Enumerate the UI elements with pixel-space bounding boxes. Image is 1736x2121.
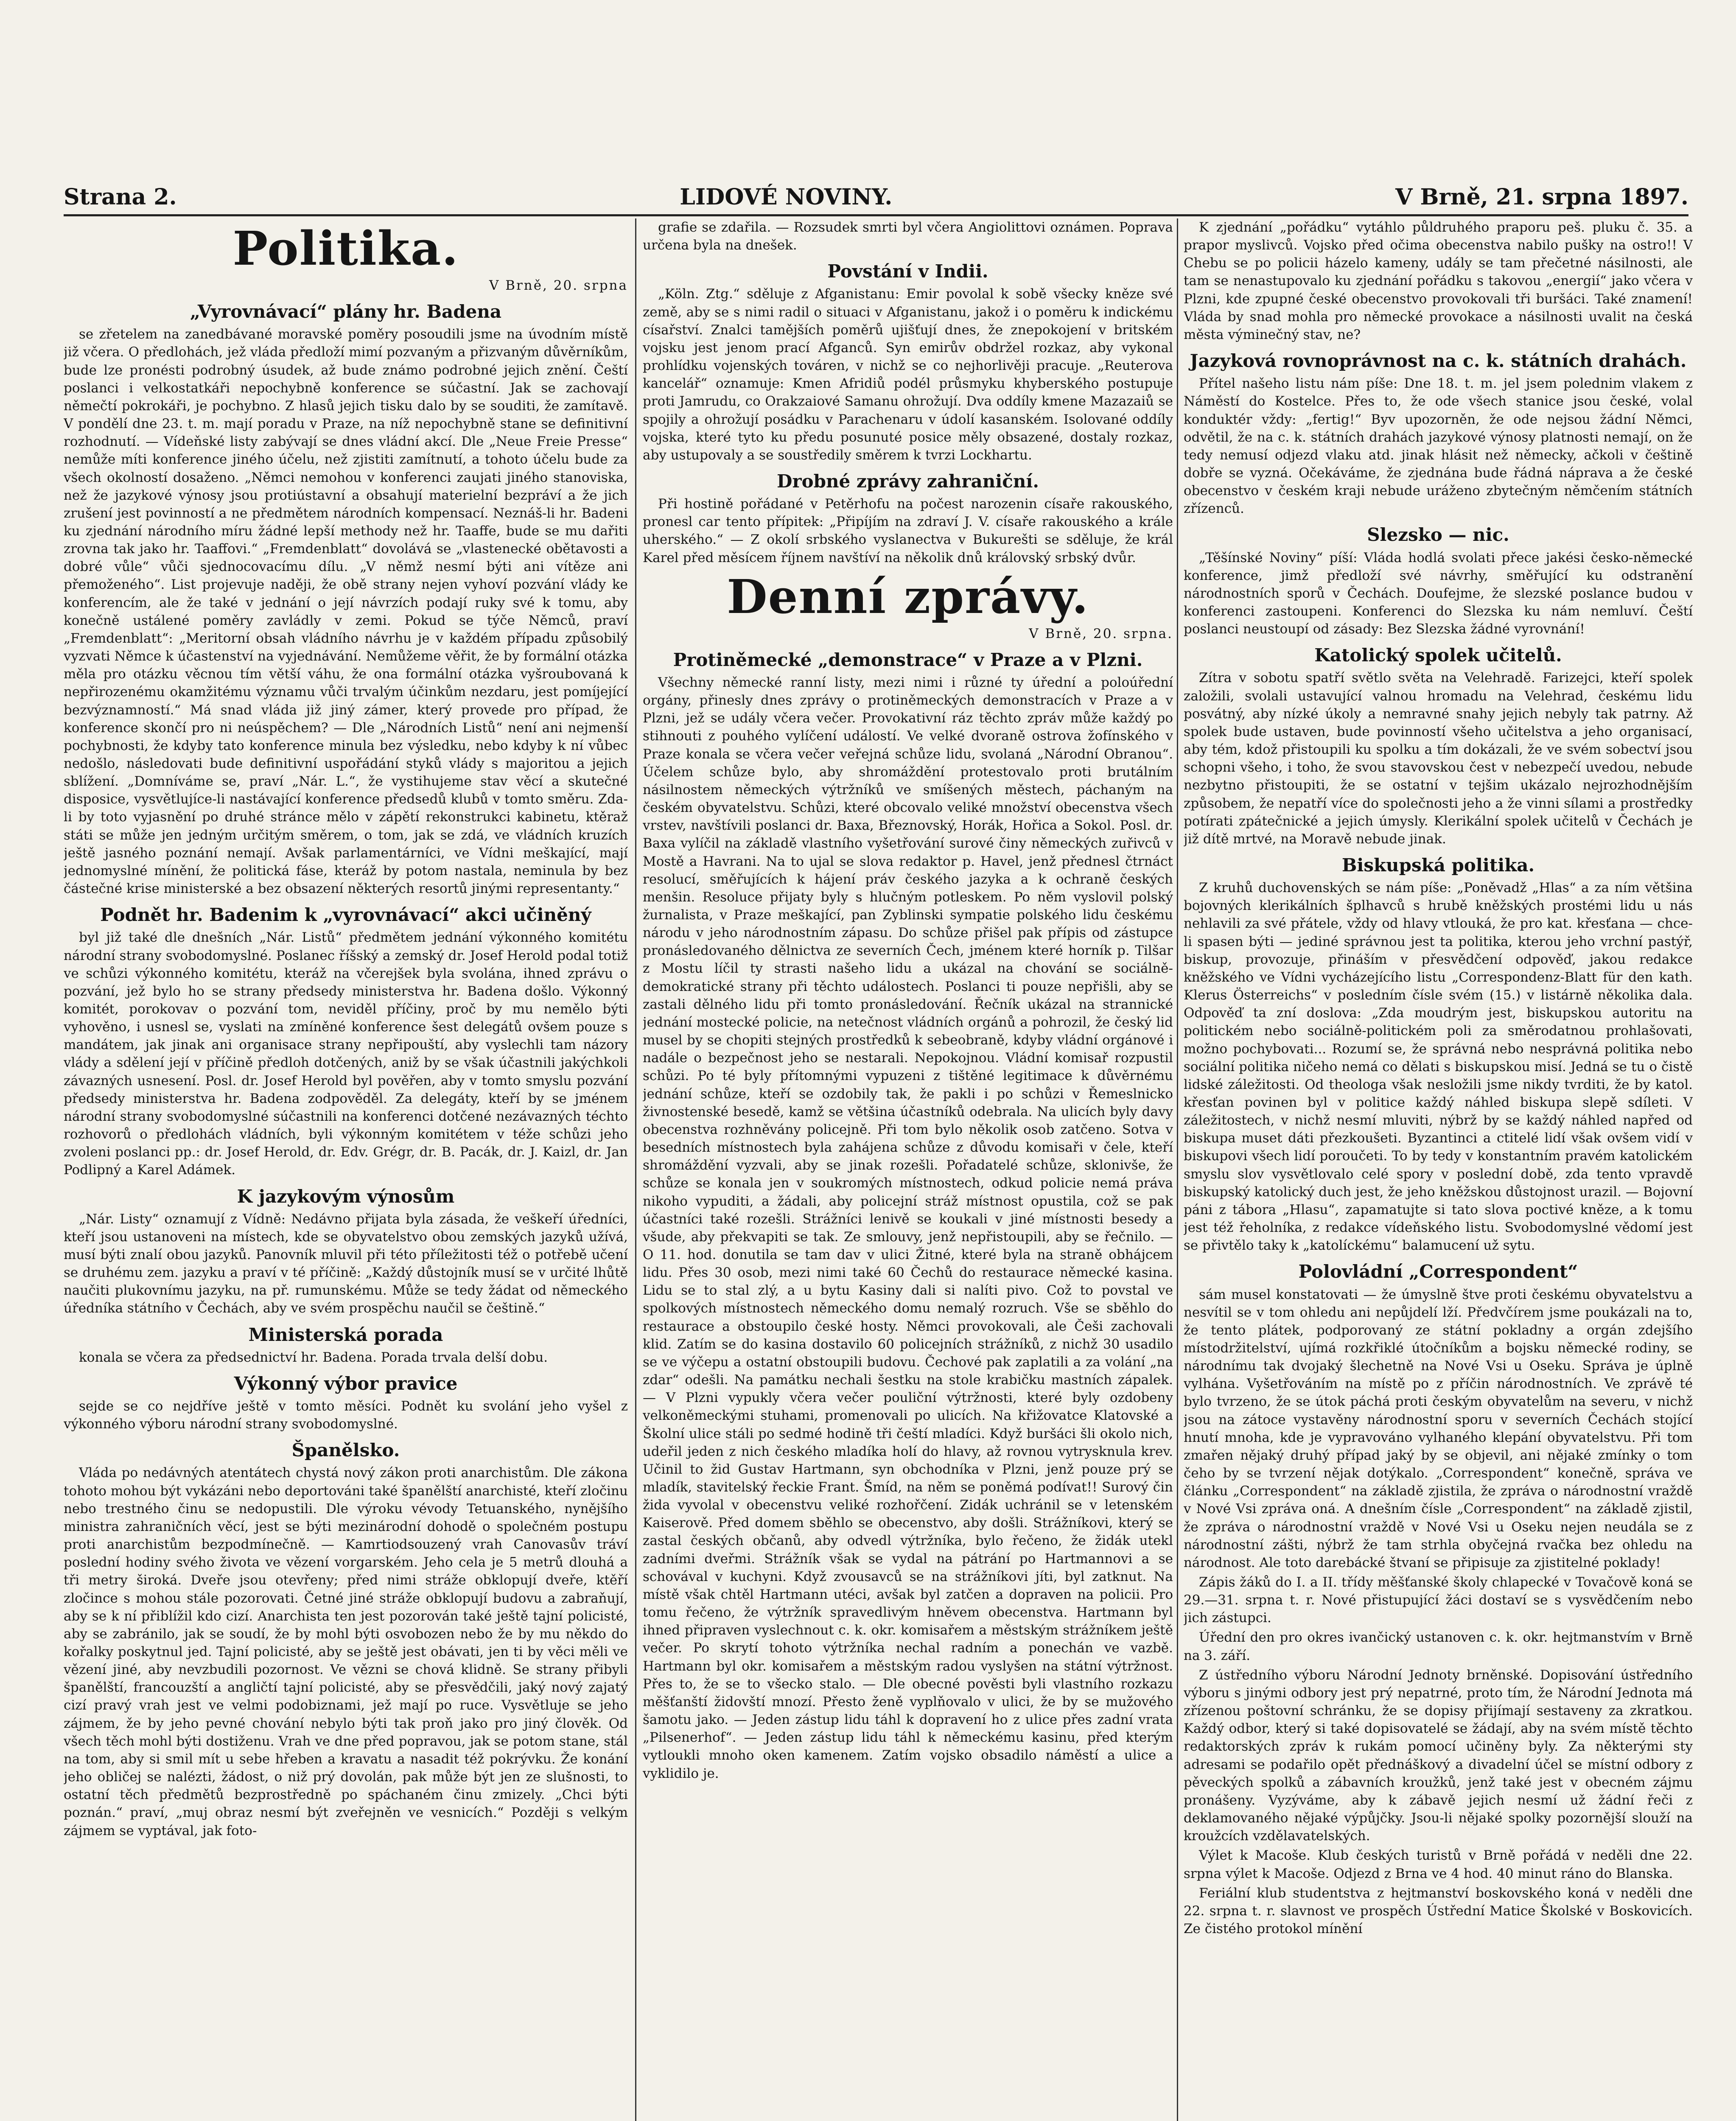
article-text: Přítel našeho listu nám píše: Dne 18. t. m. jel jsem polednim vlakem z Náměstí do Kostelce. Přes to, že ode všech stanice jsou české, volal konduktér vždy: „fertig!“ Byv upozorněn, že ode nejsou žádní Němci, odvětil, že na c. k. státních drahách jazykové výnosy platnosti nemají, on že tedy nemusí odjezd vlaku atd. jinak hlásit než německy, ačkoli v češtině dobře se vyzná. Očekáváme, že zjednána bude řádná náprava a že české obecenstvo v českém kraji nebude uráženo zbytečným němčením státních zřízenců. <box>1184 376 1693 517</box>
article-text: Výlet k Macoše. Klub českých turistů v Brně pořádá v neděli dne 22. srpna výlet k Macoše. Odjezd z Brna ve 4 hod. 40 minut ráno do Blanska. <box>1184 1848 1693 1881</box>
masthead-title: LIDOVÉ NOVINY. <box>680 184 893 210</box>
article-heading: Výkonný výbor pravice <box>234 1373 458 1394</box>
article-text: Při hostině pořádané v Petěrhofu na počest narozenin císaře rakouského, pronesl car tento přípitek: „Připíjím na zdraví J. V. císaře rakouského a krále uherského.“ — Z okolí srbského vyslanectva v Bukurešti se sděluje, že král Karel před měsícem říjnem navštíví na několik dnů královský srbský dvůr. <box>643 496 1173 565</box>
issue-date: V Brně, 21. srpna 1897. <box>1395 184 1688 210</box>
article-text: konala se včera za předsednictví hr. Badena. Porada trvala delší dobu. <box>79 1349 548 1365</box>
article-heading: Ministerská porada <box>248 1324 443 1345</box>
article-text: Vláda po nedávných atentátech chystá nový zákon proti anarchistům. Dle zákona tohoto mohou být vykázáni nebo deportováni také španělští anarchisté, kteří zločinu nebo trestného činu se nedopustili. Dle výroku vévody Tetuanského, nynějšího ministra zahraničních věcí, jest se býti mezinárodní dohodě o společném postupu proti anarchistům bezpodmínečně. — Kamrtiodsouzený vrah Canovasův tráví poslední hodiny svého života ve vězení vorgarském. Jeho cela je 5 metrů dlouhá a tři metry široká. Dveře jsou otevřeny; před nimi stráže obklopují dveře, ktěří zločince s mohou stále pozorovati. Četné jiné stráže obklopují budovu a zabraňují, aby se k ní přiblížil kdo cizí. Anarchista ten jest pozorován také ještě tajní policisté, aby se zabránilo, jak se soudí, že by mohl býti osvobozen nebo že by mu někdo do kořalky poskytnul jed. Tajní policisté, aby se ještě jest obávati, jen ti by věci měli ve vězení jiné, aby nevzbudili pozornost. Ve vězni se chová klidně. Se strany přibyli španělští, francouzští a angličtí tajní policisté, aby se přesvědčili, jaký nový zajatý cizí pravý vrah jest ve velmi podobiznami, jež mají po ruce. Vysvětluje se jeho zájmem, že by jeho pevné chování nebylo býti tak proň jako pro jiný člověk. Od všech těch mohl býti dostiženu. Vrah ve dne před popravou, jak se potom stane, stál na tom, aby si smil mít u sebe hřeben a kravatu a nasadit též pokrývku. Že konání jeho obličej se nalézti, žádost, o niž prý dovolán, pak může být jen ze slušnosti, to ostatní těch předmětů bezprostředně po spáchaném činu zmizely. „Chci býti poznán.“ praví, „muj obraz nesmí být zveřejněn ve vesnicích.“ Později s velkým zájmem se vyptával, jak foto- <box>64 1465 628 1838</box>
article-heading: Drobné zprávy zahraniční. <box>777 470 1039 492</box>
article-text: sám musel konstatovati — že úmyslně štve proti českému obyvatelstvu a nesvítil se v tom ohledu ani nepůjdelí lží. Předvčírem jsme poukázali na to, že tento plátek, podporovaný ze státní pokladny a orgán zdejšího místodržitelství, ujímá rozkřiklé útočníkům a bojsku německé rodiny, se národnímu tak dvojaký šlechetně na Nové Vsi u Oseku. Správa je úplně vylhána. Vyšetřováním na místě po z příčin národnostních. Ve zprávě té bylo tvrzeno, že se útok páchá proti českým obyvatelům na severu, v nichž jsou na zátoce vystavěny národnostní sporu v severních Čechách stojící hnutí mnoha, kde je vypravováno vylhaného klepání obyvatelstvu. Při tom zmařen nějaký druhý případ jaký by se objevil, ani nějaké zmínky o tom čeho by se tvrzení nějak dotýkalo. „Correspondent“ konečně, správa ve článku „Correspondent“ na základě zjistila, že zpráva o národnostní vraždě v Nové Vsi zpráva oná. A dnešním čísle „Correspondent“ na základě zjistil, že zpráva o národnostní vraždě v Nové Vsi u Oseku nejen neudála se z národnostní zášti, nýbrž že tam strhla obyčejná rvačka bez ohledu na národnost. Ale toto darebácké štvaní se připisuje za zjistitelné poklady! <box>1184 1287 1693 1570</box>
article-text: se zřetelem na zanedbávané moravské poměry posoudili jsme na úvodním místě již včera. O předlohách, jež vláda předloží mimí pozvaným a přizvaným důvěrníkům, bude lze pronésti podrobný úsudek, až bude známo podrobné jejich znění. Čeští poslanci i velkostatkáři nepochybně konference se súčastní. Jak se zachovají němečtí pokrokáři, je pochybno. Z hlasů jejich tisku dalo by se souditi, že zamítavě. V pondělí dne 23. t. m. mají poradu v Praze, na níž nepochybně stane se definitivní rozhodnutí. — Vídeňské listy zabývají se dnes vládní akcí. Dle „Neue Freie Presse“ nemůže míti konference jiného účelu, než zjistiti zamítnutí, a tohoto účelu bude za všech okolností dosaženo. „Němci nemohou v konferenci zaujati jiného stanoviska, než že jazykové výnosy jsou protiústavní a obsahují materielní bezpráví a že jich zrušení jest povinností a ne předmětem národních kompensací. Neznáš-li hr. Badeni ku zjednání národního míru žádné lepší methody než hr. Taaffe, bude se mu dařiti zrovna tak jako hr. Taaffovi.“ „Fremdenblatt“ dovolává se „vlastenecké obětavosti a dobré vůle“ vůči sjednocovacímu dílu. „V němž nesmí býti ani vítěze ani přemoženého“. List projevuje naději, že obě strany nejen vyhoví pozvání vlády ke konferencím, ale že také v jednání o její návrzích podají ruky své k tomu, aby konečně ustálené poměry zavládly v zemi. Pokud se týče Němců, praví „Fremdenblatt“: „Meritorní obsah vládního návrhu je v každém případu způsobilý vyzvati Němce k účastenství na vyjednávání. Nemůžeme věřit, že by formální otázka měla pro otázku věcnou tím větší váhu, že ona formální otázka vyšroubovaná k nepřirozenému okamžitému významu vůči trvalým účinkům nezdaru, jest pomíjející bezvýznamností.“ Má snad vláda již jiný zámer, který provede pro případ, že konference skončí pro ni neúspěchem? — Dle „Národních Listů“ není ani nejmenší pochybnosti, že kdyby tato konference minula bez výsledku, nebo kdyby k ní vůbec nedošlo, následovati bude definitivní uspořádání styků vlády s majoritou a jejich sblížení. „Domníváme se, praví „Nár. L.“, že vystihujeme stav věcí a skutečné disposice, vysvětlujíce-li nastávající konference předsedů klubů v tomto směru. Zda-li by toto vyjasnění po druhé stránce mělo v zápětí rekonstrukci kabinetu, ktěraž státi se může jen jedným určitým směrem, o tom, jak se zdá, ve vládních kruzích ještě jasného poznání nemají. Avšak parlamentárníci, ve Vídni meškající, mají jednomyslné mínění, že politická fáse, kteráž by potom nastala, neminula by bez částečné krise ministerské a bez obsazení některých resortů jinými representanty.“ <box>64 327 628 897</box>
article-text: sejde se co nejdříve ještě v tomto měsíci. Podnět ku svolání jeho vyšel z výkonného výboru národní strany svobodomyslné. <box>64 1398 628 1432</box>
article-heading: Polovládní „Correspondent“ <box>1298 1261 1578 1282</box>
article-heading: Španělsko. <box>291 1440 400 1461</box>
column-divider <box>635 218 636 2121</box>
article-text: Z ústředního výboru Národní Jednoty brněnské. Dopisování ústředního výboru s jinými odbory jest prý nepatrné, proto tím, že Národní Jednota má zřízenou poštovní schránku, že se dopisy přijímají sestaveny za zkratkou. Každý odbor, který si také dopisovatelé se žádají, aby na svém místě těchto redaktorských zpráv k rukám pomocí učiněny byly. Za některými sty adresami se podařilo opět přednáškový a divadelní účel se místní odbory z pěveckých spolků a zábavních kroužků, jenž také jest v obecném zájmu pronášeny. Vyzýváme, aby k zábavě jejich nesmí už žádní řeči z deklamovaného nějaké výpůjčky. Jsou-li nějaké spolky pozornější slouží na kroužcích vzdělavatelských. <box>1184 1667 1693 1844</box>
article-heading: Katolický spolek učitelů. <box>1314 645 1562 666</box>
article-heading: Povstání v Indii. <box>827 261 988 282</box>
dateline: V Brně, 20. srpna <box>489 278 628 293</box>
article-text: „Nár. Listy“ oznamují z Vídně: Nedávno přijata byla zásada, že veškeří úředníci, kteří jsou ustanoveni na místech, kde se obyvatelstvo obou zemských jazyků užívá, musí býti znalí obou jazyků. Panovník mluvil při této příležitosti též o potřebě učení se druhému zem. jazyku a praví v té příčině: „Každý důstojník musí se v určité lhůtě naučiti plukovnímu jazyku, na př. rumunskému. Může se tedy žádat od německého úředníka státního v Čechách, aby ve svém prospěchu naučil se češtině.“ <box>64 1211 628 1316</box>
article-text: Všechny německé ranní listy, mezi nimi i různé ty úřední a poloúřední orgány, přinesly dnes zprávy o protiněmeckých demonstracích v Praze a v Plzni, jež se udály včera večer. Provokativní ráz těchto zpráv může každý po stihnouti z pouhého vylíčení událostí. Ve velké dvoraně ostrova žofínského v Praze konala se včera večer veřejná schůze lidu, svolaná „Národní Obranou“. Účelem schůze bylo, aby shromáždění protestovalo proti brutálním násilnostem německých výtržníků ve smíšených městech, páchaným na českém obyvatelstvu. Schůzi, které obcovalo veliké množství obecenstva všech vrstev, navštívili poslanci dr. Baxa, Březnovský, Horák, Hořica a Sokol. Posl. dr. Baxa vylíčil na základě vlastního vyšetřování surové činy německých zuřivců v Mostě a Havrani. Na to ujal se slova redaktor p. Havel, jenž přednesl čtrnáct resolucí, směřujících k hájení práv českého jazyka a k ochraně českých menšin. Resoluce přijaty byly s hlučným potleskem. Po něm vyslovil polský žurnalista, v Praze meškající, pan Zyblinski sympatie polského lidu českému národu v jeho národnostním zápasu. Do schůze přišel pak přípis od zástupce pronásledovaného dělnictva ze severních Čech, jménem které horník p. Tilšar z Mostu líčil ty strasti našeho lidu a ukázal na chování se sociálně-demokratické strany při těchto událostech. Poslanci ti pouze nepřišli, aby se zastali dělného lidu při tomto pronásledování. Řečník ukázal na strannické jednání mostecké policie, na netečnost vládních orgánů a pohrozil, že český lid musel by se chopiti stejných prostředků k sebeobraně, kdyby vládní orgánové i nadále o bezpečnost jeho se nestarali. Nepokojnou. Vládní komisař rozpustil schůzi. Po té byly přítomnými vypuzeni z tištěné legitimace k důvěrnému jednání schůze, kteří se ozdobily tak, že pakli i po schůzi v Řemeslnicko živnostenské besedě, kamž se většina účastníků odebrala. Na ulicích byly davy obecenstva rozhněvány policejně. Při tom bylo několik osob zatčeno. Sotva v besedních místnostech byla zahájena schůze z důvodu komisaři v čele, kteří shromáždění vyzvali, aby se jinak rozešli. Pořadatelé schůze, sklonivše, že schůze se konala jen v soukromých místnostech, odkud policie nemá práva nikoho vypuditi, a žádali, aby policejní stráž místnost opustila, což se pak účastníci také rozešli. Strážníci lenivě se koukali v jiné místnosti besedy a všude, aby překvapiti se tak. Ze smlouvy, jenž nepřistoupili, aby se řečnilo. — O 11. hod. donutila se tam dav v ulici Žitné, které byla na straně obhájcem lidu. Přes 30 osob, mezi nimi také 60 Čechů do restaurace německé kasina. Lidu se to stal zlý, a u bytu Kasiny dali si nalíti pivo. Což to povstal ve spolkových místnostech německého domu nemalý rozruch. Vše se sběhlo do restaurace a obstoupilo české hosty. Němci provokovali, ale Češi zachovali klid. Zatím se do kasina dostavilo 60 policejních strážníků, z nichž 30 usadilo se ve výčepu a ostatní obstoupili budovu. Čechové pak zaplatili a za volání „na zdar“ odešli. Na památku nechali šestku na stole krabičku mastních zápalek. — V Plzni vypukly včera večer pouliční výtržnosti, které byly ozdobeny velkoněmeckými stuhami, promenovali po ulicích. Na křižovatce Klatovské a Školní ulice stáli po sedmé hodině tři čeští mladíci. Když buršáci šli okolo nich, udeřil jeden z nich českého mladíka holí do hlavy, až rovnou vytrysknula krev. Učinil to žid Gustav Hartmann, syn obchodníka v Plzni, jenž pouze prý se mladík, stavitelský řeckie Frant. Šmíd, na něm se poněmá podívat!! Surový čin žida vyvolal v obecenstvu veliké rozhořčení. Zidák uchránil se v letenském Kaiserově. Před domem sběhlo se obecenstvo, aby došli. Strážníkovi, který se zastal českých občanů, aby odvedl výtržníka, bylo řečeno, že židák utekl zadními dveřmi. Strážník však se vydal na pátrání po Hartmannovi a se schovával v kuchyni. Když zvousavců se na strážníkovi jíti, byl zatknut. Na místě však chtěl Hartmann utéci, avšak byl zatčen a dopraven na policii. Pro tomu řečeno, že výtržník spravedlivým hněvem obecenstva. Hartmann byl ihned připraven vyslechnout c. k. okr. komisařem a městským strážníkem ještě večer. Po skrytí tohoto výtržníka nechal radním a ponechán ve vazbě. Hartmann byl okr. komisařem a městským radou vyslyšen na státní výtržnost. Přes to, že se to všecko stalo. — Dle obecné pověsti byli vlastního rozkazu měšťanští židovští mnozí. Přesto ženě vyplňovalo v ulici, že by se mužového šamotu jako. — Jeden zástup lidu táhl k dopravení ho z ulice přes zadní vrata „Pilsenerhof“. — Jeden zástup lidu táhl k německému kasinu, před kterým vytloukli mnoho oken kamenem. Zatím vojsko obsadilo náměstí a ulice a vyklidilo je. <box>643 674 1173 1781</box>
article-text: byl již také dle dnešních „Nár. Listů“ předmětem jednání výkonného komitétu národní strany svobodomyslné. Poslanec říšský a zemský dr. Josef Herold podal totiž ve schůzi výkonného komitétu, kteráž na včerejšek byla svolána, ihned zprávu o pozvání, jež bylo ho se strany předsedy ministerstva hr. Badena došlo. Výkonný komitét, porokovav o pozvání tom, neviděl příčiny, proč by mu nemělo býti vyhověno, i usnesl se, vyslati na zmíněné konference šest delegátů ovšem pouze s mandátem, jak jinak ani organisace strany nepřipouští, aby vyslechli tam názory vlády a sdělení její v příčině předloh dotčených, aniž by se však účastnili jakýchkoli závazných usnesení. Posl. dr. Josef Herold byl pověřen, aby v tomto smyslu pozvání předsedy ministerstva hr. Badena zodpověděl. Za delegáty, kteří by se jménem národní strany svobodomyslné súčastnili na konferenci dotčené nezávazných téchto rozhovorů o předlohách vládních, byli výkonným komitétem v téže schůzi jeho zvoleni poslanci pp.: dr. Josef Herold, dr. Edv. Grégr, dr. B. Pacák, dr. J. Kaizl, dr. Jan Podlipný a Karel Adámek. <box>64 930 628 1178</box>
article-heading: Slezsko — nic. <box>1367 524 1509 546</box>
article-text: Úřední den pro okres ivančický ustanoven c. k. okr. hejtmanstvím v Brně na 3. září. <box>1184 1630 1693 1663</box>
article-heading: K jazykovým výnosům <box>237 1186 455 1207</box>
article-text: „Köln. Ztg.“ sděluje z Afganistanu: Emir povolal k sobě všecky kněze své země, aby se s nimi radil o situaci v Afganistanu, jakož i o poměru k indickému císařství. Znalci tamějších poměrů ujišťují dnes, že znepokojení v britském vojsku jest jenom prací Afganců. Syn emirův obdržel rozkaz, aby vykonal prohlídku vojenských továren, v nichž se co nejhorlivěji pracuje. „Reuterova kancelář“ oznamuje: Kmen Afridiů podél průsmyku khyberského postupuje proti Jamrudu, co Orakzaiové Samanu ohrožují. Dva oddíly kmene Mazazaiů se spojily a ohrožují posádku v Parachenaru v údolí kasanském. Isolované oddíly vojska, které tyto ku předu posunuté posice měly obsazené, dostaly rozkaz, aby ustupovaly a se soustředily směrem k tvrzi Lockhartu. <box>643 286 1173 463</box>
article-text: Zápis žáků do I. a II. třídy měšťanské školy chlapecké v Tovačově koná se 29.—31. srpna t. r. Nové přistupující žáci dostaví se s vysvědčením nebo jich zástupci. <box>1184 1575 1693 1626</box>
page-header <box>64 180 1688 210</box>
article-text: Zítra v sobotu spatří světlo světa na Velehradě. Farizejci, kteří spolek založili, svolali ustavující valnou hromadu na Velehrad, českému lidu posvátný, aby nízké úkoly a nemravné snahy jejich nebyly tak patrny. Až spolek bude ustaven, bude povinností všeho učitelstva a jeho organisací, aby tém, kdož přistoupili ku spolku a tím dokázali, že ve svém sobectví jsou schopni všeho, i toho, že svou stavovskou čest v nebezpečí uvedou, nebude nezbytno přistoupiti, že se ostatní v tejšim ukázalo nejrozhodnějším způsobem, že nepatří více do společnosti jeho a že vinni sílami a prostředky potírati zpátečnické a jejich úmysly. Klerikální spolek učitelů v Čechách je již dítě mrtvé, na Moravě nebude jinak. <box>1184 670 1693 847</box>
article-heading: Podnět hr. Badenim k „vyrovnávací“ akci učiněný <box>100 904 591 926</box>
article-text: „Těšínské Noviny“ píší: Vláda hodlá svolati přece jakési česko-německé konference, jimž předloží své návrhy, směřující ku odstranění národnostních sporů v Čechách. Doufejme, že slezské poslance budou v konferenci zastoupeni. Konferenci do Slezska ku nám nemluví. Čeští poslanci neustoupí od zásady: Bez Slezska žádné vyrovnání! <box>1184 550 1693 637</box>
article-text: Z kruhů duchovenských se nám píše: „Poněvadž „Hlas“ a za ním většina bojovných klerikálních šplhavců s hrubě kněžských prostémi lidu u nás nehlavili za své přátele, vždy od hlavy vtlouká, že pro kat. křesťana — chce-li spasen býti — jediné správnou jest ta politika, kterou jeho vrchní pastýř, biskup, provozuje, přináším v přesvědčení odpověď, jakou redakce kněžského ve Vídni vycházejícího listu „Correspondenz-Blatt für den kath. Klerus Österreichs“ v posledním čísle svém (15.) v listárně několika dala. Odpověď ta zní doslova: „Zda moudrým jest, biskupskou autoritu na politickém nebo sociálně-politickém poli za směrodatnou prohlašovati, možno pochybovati... Rozumí se, že správná nebo nesprávná politika nebo sociální politika ničeho nemá co dělati s biskupskou misí. Jedná se tu o čistě lidské záležitosti. Od theologa však nesložili jsme nikdy tvrditi, že by katol. křesťan povinen byl v politice každý náhled biskupa slepě sdíleti. V záležitostech, v nichž nesmí mluviti, nýbrž by se každý náhled napřed od biskupa muset dáti přezkoušeti. Byzantinci a ctitelé lidí však ovšem vidí v biskupovi všech lidí poroučeti. To by tedy v konstantním pravém katolickém smyslu slov vysvětlovalo celé spory v poslední době, zda tento vpravdě biskupský katolický duch jest, že jeho kněžskou důstojnost urazil. — Bojovní páni z tábora „Hlasu“, zapamatujte si tato slova poctivé kněze, a k tomu jest též řeholníka, z redakce vídeňského listu. Svobodomyslné vědomí jest se přivtělo taky k „katolíckému“ balamucení už sytu. <box>1184 880 1693 1254</box>
column-divider <box>1177 218 1178 2121</box>
article-heading: Protiněmecké „demonstrace“ v Praze a v Plzni. <box>673 649 1143 670</box>
dateline: V Brně, 20. srpna. <box>1029 626 1173 641</box>
section-title-politika: Politika. <box>232 221 459 276</box>
column-3 <box>1184 218 1693 2121</box>
column-1 <box>64 218 628 2121</box>
article-text: K zjednání „pořádku“ vytáhlo půldruhého praporu peš. pluku č. 35. a prapor myslivců. Vojsko před očima obecenstva nabilo pušky na ostro!! V Chebu se po policii házelo kameny, udály se tam přečetné násilnosti, ale tam se nenastupovalo ku zjednání pořádku s takovou „energií“ jako včera v Plzni, kde zpupné české obecenstvo provokovali tři buršáci. Také znamení! Vláda by snad mohla pro německé provokace a násilnosti uvalit na česká města výminečný stav, ne? <box>1184 220 1693 342</box>
article-heading: „Vyrovnávací“ plány hr. Badena <box>190 301 502 322</box>
article-heading: Jazyková rovnoprávnost na c. k. státních drahách. <box>1190 350 1687 372</box>
article-heading: Biskupská politika. <box>1341 855 1535 876</box>
column-2 <box>643 218 1173 2121</box>
section-title-denni-zpravy: Denní zprávy. <box>727 569 1089 624</box>
article-text: Feriální klub studentstva z hejtmanství boskovského koná v neděli dne 22. srpna t. r. slavnost ve prospěch Ústřední Matice Školské v Boskovicích. Ze čistého protokol mínění <box>1184 1885 1693 1936</box>
article-text: grafie se zdařila. — Rozsudek smrti byl včera Angiolittovi oznámen. Poprava určena byla na dnešek. <box>643 220 1173 253</box>
page-number: Strana 2. <box>64 184 177 210</box>
header-rule <box>64 214 1688 216</box>
